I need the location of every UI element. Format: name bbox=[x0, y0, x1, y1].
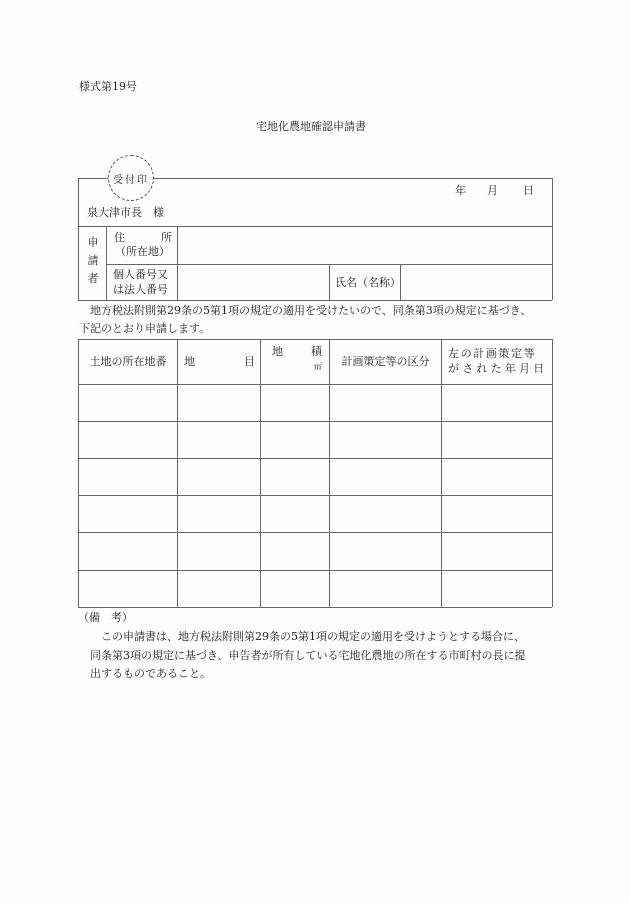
header-location: 土地の所在地番 bbox=[89, 355, 167, 368]
cell-plan-date[interactable] bbox=[442, 571, 552, 607]
cell-area[interactable] bbox=[261, 571, 329, 607]
name-label: 氏名（名称） bbox=[335, 276, 401, 289]
cell-area[interactable] bbox=[261, 385, 329, 421]
applicant-label-char: 申 bbox=[87, 236, 99, 249]
statement-line2: 下記のとおり申請します。 bbox=[79, 322, 211, 335]
cell-area[interactable] bbox=[261, 459, 329, 495]
id-label-line1: 個人番号又 bbox=[113, 268, 168, 281]
cell-location[interactable] bbox=[79, 571, 177, 607]
cell-plan-category[interactable] bbox=[330, 422, 441, 458]
cell-location[interactable] bbox=[79, 533, 177, 570]
stamp-label: 受付印 bbox=[113, 175, 149, 186]
header-area-a: 地 bbox=[272, 345, 283, 358]
id-label-line2: は法人番号 bbox=[113, 283, 168, 296]
cell-area[interactable] bbox=[261, 496, 329, 532]
page-title: 宅地化農地確認申請書 bbox=[256, 120, 366, 133]
header-land-category-b: 目 bbox=[244, 355, 255, 368]
cell-land-category[interactable] bbox=[178, 422, 260, 458]
address-field[interactable] bbox=[178, 227, 551, 263]
date-month-label: 月 bbox=[487, 184, 498, 197]
cell-land-category[interactable] bbox=[178, 459, 260, 495]
cell-location[interactable] bbox=[79, 496, 177, 532]
cell-location[interactable] bbox=[79, 422, 177, 458]
notes-line2: 同条第3項の規定に基づき、申告者が所有している宅地化農地の所在する市町村の長に提 bbox=[90, 649, 526, 662]
date-year-label: 年 bbox=[455, 184, 466, 197]
cell-plan-category[interactable] bbox=[330, 459, 441, 495]
reception-stamp-circle bbox=[108, 155, 154, 201]
cell-plan-category[interactable] bbox=[330, 533, 441, 570]
box-left-line bbox=[78, 178, 79, 300]
table-bottom-line bbox=[78, 607, 552, 608]
cell-plan-date[interactable] bbox=[442, 459, 552, 495]
applicant-label-char: 者 bbox=[87, 272, 99, 285]
cell-area[interactable] bbox=[261, 422, 329, 458]
cell-plan-date[interactable] bbox=[442, 496, 552, 532]
cell-plan-category[interactable] bbox=[330, 496, 441, 532]
cell-plan-date[interactable] bbox=[442, 385, 552, 421]
header-plan-category: 計画策定等の区分 bbox=[341, 355, 430, 368]
cell-area[interactable] bbox=[261, 533, 329, 570]
address-label-sub: （所在地） bbox=[115, 245, 170, 258]
cell-plan-category[interactable] bbox=[330, 385, 441, 421]
address-label-b: 所 bbox=[161, 231, 172, 244]
date-day-label: 日 bbox=[523, 184, 534, 197]
cell-plan-category[interactable] bbox=[330, 571, 441, 607]
box-bottom-line bbox=[78, 300, 552, 301]
box-right-line bbox=[552, 178, 553, 300]
cell-plan-date[interactable] bbox=[442, 422, 552, 458]
header-area-b: 積 bbox=[311, 345, 322, 358]
header-plan-date-line1: 左の計画策定等 bbox=[448, 347, 537, 360]
statement-line1: 地方税法附則第29条の5第1項の規定の適用を受けたいので、同条第3項の規定に基づき、 bbox=[90, 304, 532, 317]
header-plan-date-line2: がされた年月日 bbox=[448, 362, 548, 375]
applicant-label bbox=[86, 234, 100, 288]
header-area-unit: ㎡ bbox=[314, 362, 322, 371]
cell-land-category[interactable] bbox=[178, 533, 260, 570]
cell-location[interactable] bbox=[79, 459, 177, 495]
cell-location[interactable] bbox=[79, 385, 177, 421]
cell-land-category[interactable] bbox=[178, 496, 260, 532]
cell-land-category[interactable] bbox=[178, 571, 260, 607]
cell-land-category[interactable] bbox=[178, 385, 260, 421]
form-number: 様式第19号 bbox=[79, 80, 137, 93]
header-land-category-a: 地 bbox=[184, 355, 195, 368]
cell-plan-date[interactable] bbox=[442, 533, 552, 570]
notes-line3: 出するものであること。 bbox=[90, 667, 211, 680]
applicant-label-char: 請 bbox=[87, 254, 99, 267]
name-label-left-line bbox=[329, 264, 330, 300]
addressee: 泉大津市長 様 bbox=[87, 206, 164, 219]
notes-line1: この申請書は、地方税法附則第29条の5第1項の規定の適用を受けようとする場合に、 bbox=[101, 630, 525, 643]
name-field[interactable] bbox=[401, 265, 551, 299]
address-label-a: 住 bbox=[114, 231, 125, 244]
table-col-line bbox=[552, 339, 553, 607]
applicant-col-line bbox=[106, 226, 107, 300]
notes-heading: （備 考） bbox=[78, 611, 133, 624]
id-number-field[interactable] bbox=[178, 265, 328, 299]
